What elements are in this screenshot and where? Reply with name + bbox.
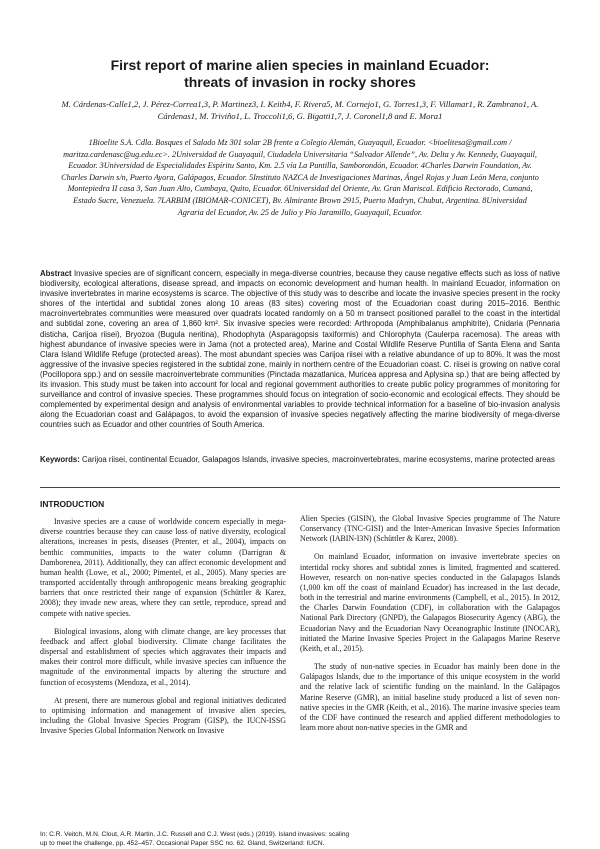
abstract-text: Invasive species are of significant concern, especially in mega-diverse countries, because they cause negative effects such as loss of native biodiversity, ecological alterations, disease spread, and impacts on economic development and human health. In mainland Ecuador, information on invasive invertebrates in marine ecosystems is scarce. The objective of this study was to describe and locate the invasive species present in the rocky shores of the intertidal and subtidal zones along 10 areas (83 sites) covering most of the Ecuadorian coast during 2015–2016. Benthic macroinvertebrates communities were measured over quadrats located randomly on a 50 m transect positioned parallel to the coast in the intertidal and subtidal zone, covering an area of 1,860 km². Six invasive species were recorded: Arthropoda (Amphibalanus amphitrite), Cnidaria (Pennaria disticha, Carijoa riisei), Bryozoa (Bugula neritina), Rhodophyta (Asparagopsis taxiformis) and Chlorophyta (Caulerpa racemosa). The areas with highest abundance of invasive species were in Jama (not a protected area), Marine and Costal Wildlife Reserve Puntilla of Santa Elena and Santa Clara Island Wildlife Refuge (protected areas). The most abundant species was Carijoa riisei with a relative abundance of up to 80%. It was the most aggressive of the invasive species registered in the subtidal zone, mainly in northern centre of the Ecuadorian coast. C. riisei is growing on native coral (Pocillopora spp.) and on sessile macroinvertebrate communities (Pinctada mazatlanica, Muricea appresa and Aplysina sp.) that are being affected by its invasion. This study must be taken into account for local and regional government authorities to create public policy programmes of monitoring for surveillance and control of invasive species. These programmes should focus on integration of socio-economic and ecological effects. They should be complemented by experimental design and analysis of environmental variables to provide technical information for a baseline of bio-invasion analysis along the Ecuadorian coast and Galápagos, to avoid the expansion of invasive species negatively affecting the marine biodiversity of mega-diverse countries such as Ecuador and other countries of South America.	[40, 269, 560, 430]
left-paragraph-2: Biological invasions, along with climate change, are key processes that feedback and affect global biodiversity. Climate change facilitates the dispersal and establishment of species which aggravates their impacts and makes their control more difficult, while invasive species can influence the magnitude of the environmental impacts by altering the structure and function of ecosystems (Mendoza, et al., 2014).	[40, 626, 286, 687]
left-paragraph-1: Invasive species are a cause of worldwide concern especially in mega-diverse countries because they can cause loss of native diversity, ecological alterations, increases in pests, diseases (Prenter, et al., 2004), impacts on benthic communities, impacts to the water column (Darrigran & Damborenea, 2011). Additionally, they can affect economic development and human health (Lowe, et al., 2000; Pimentel, et al., 2005). Many species are transported accidentally through anthropogenic means breaking geographic barriers that once restricted their range of expansion (Schüttler & Karez, 2008); they invade new areas, where they can settle, reproduce, spread and compete with native species.	[40, 517, 286, 618]
right-paragraph-3: The study of non-native species in Ecuador has mainly been done in the Galápagos Islands, due to the importance of this unique ecosystem in the world and the relative lack of scientific funding on the mainland. In the Galápagos Marine Reserve (GMR), an initial baseline study produced a list of seven non-native species in the GMR (Keith, et al., 2016). The marine invasive species team of the CDF have continued the research and applied different methodologies to learn more about non-native species in the GMR and	[300, 662, 560, 732]
footer-line-2: up to meet the challenge, pp. 452–457. Occasional Paper SSC no. 62. Gland, Switzerland: IUCN.	[40, 839, 325, 847]
right-column	[300, 514, 560, 741]
author-list: M. Cárdenas-Calle1,2, J. Pérez-Correa1,3, P. Martinez3, I. Keith4, F. Rivera5, M. Cornejo1, G. Torres1,3, F. Villamar1, R. Zambrano1, A. Cárdenas1, M. Triviño1, L. Troccoli1,6, G. Bigatti1,7, J. Coronel1,8 and E. Mora1	[61, 99, 539, 122]
paper-title	[40, 57, 560, 91]
section-divider	[40, 487, 560, 488]
keywords-label: Keywords:	[40, 455, 80, 464]
right-paragraph-2: On mainland Ecuador, information on invasive invertebrate species on intertidal rocky shores and subtidal zones is limited, fragmented and scattered. However, research on non-native species conducted in the Galapagos Islands (1,000 km off the coast of mainland Ecuador) has increased in the last decade, both in the terrestrial and marine environments (Campbell, et al., 2015). In 2012, the Charles Darwin Foundation (CDF), in collaboration with the Galapagos National Park Directory (GNPD), the Galapagos Biosecurity Agency (ABG), the Ecuadorian Navy and the Ecuadorian Navy Oceanographic Institute (INOCAR), initiated the Marine Invasive Species Project in the Galapagos Marine Reserve (Keith, et al., 2015).	[300, 552, 560, 653]
keywords-text: Carijoa riisei, continental Ecuador, Galapagos Islands, invasive species, macroinvertebrates, marine ecosystems, marine protected areas	[82, 455, 555, 464]
title-line-1: First report of marine alien species in mainland Ecuador:	[110, 57, 490, 73]
left-column	[40, 499, 286, 744]
abstract-label: Abstract	[40, 269, 72, 278]
abstract	[40, 269, 560, 431]
title-line-2: threats of invasion in rocky shores	[184, 74, 416, 90]
introduction-heading: INTRODUCTION	[40, 499, 105, 509]
left-paragraph-3: At present, there are numerous global and regional initiatives dedicated to optimising information and management of invasive alien species, including the Global Invasive Species Program (GISP), the IUCN-ISSG Invasive Species Global Information Network on Invasive	[40, 695, 286, 736]
citation-footer	[40, 831, 560, 848]
affiliations: 1Bioelite S.A. Cdla. Bosques el Salado Mz 301 solar 2B frente a Colegio Alemán, Guayaquil, Ecuador. <bioelitesa@gmail.com / maritza.cardenasc@ug.edu.ec>. 2Universidad de Guayaquil, Ciudadela Universitaria “Salvador Allende”, Av. Delta y Av. Kennedy, Guayaquil, Ecuador. 3Universidad de Especialidades Espíritu Santo, Km. 2.5 vía La Puntilla, Samborondón, Ecuador. 4Charles Darwin Foundation, Av. Charles Darwin s/n, Puerto Ayora, Galápagos, Ecuador. 5Instituto NAZCA de Investigaciones Marinas, Ángel Rojas y Juan León Mera, conjunto Montepiedra II casa 3, San Juan Alto, Cumbaya, Quito, Ecuador. 6Universidad del Oriente, Av. Gran Mariscal. Edificio Rectorado, Cumaná, Estado Sucre, Venezuela. 7LARBIM (IBIOMAR-CONICET), Bv. Almirante Brown 2915, Puerto Madryn, Chubut, Argentina. 8Universidad Agraria del Ecuador, Av. 25 de Julio y Pío Jaramillo, Guayaquil, Ecuador.	[61, 138, 539, 217]
keywords	[40, 455, 560, 465]
footer-line-1: In: C.R. Veitch, M.N. Clout, A.R. Martin, J.C. Russell and C.J. West (eds.) (2019). Island invasives: scaling	[40, 831, 350, 838]
right-paragraph-1: Alien Species (GISIN), the Global Invasive Species programme of The Nature Conservancy (TNC-GISI) and the Inter-American Invasive Species Information Network (IABIN-I3N) (Schüttler & Karez, 2008).	[300, 514, 560, 544]
